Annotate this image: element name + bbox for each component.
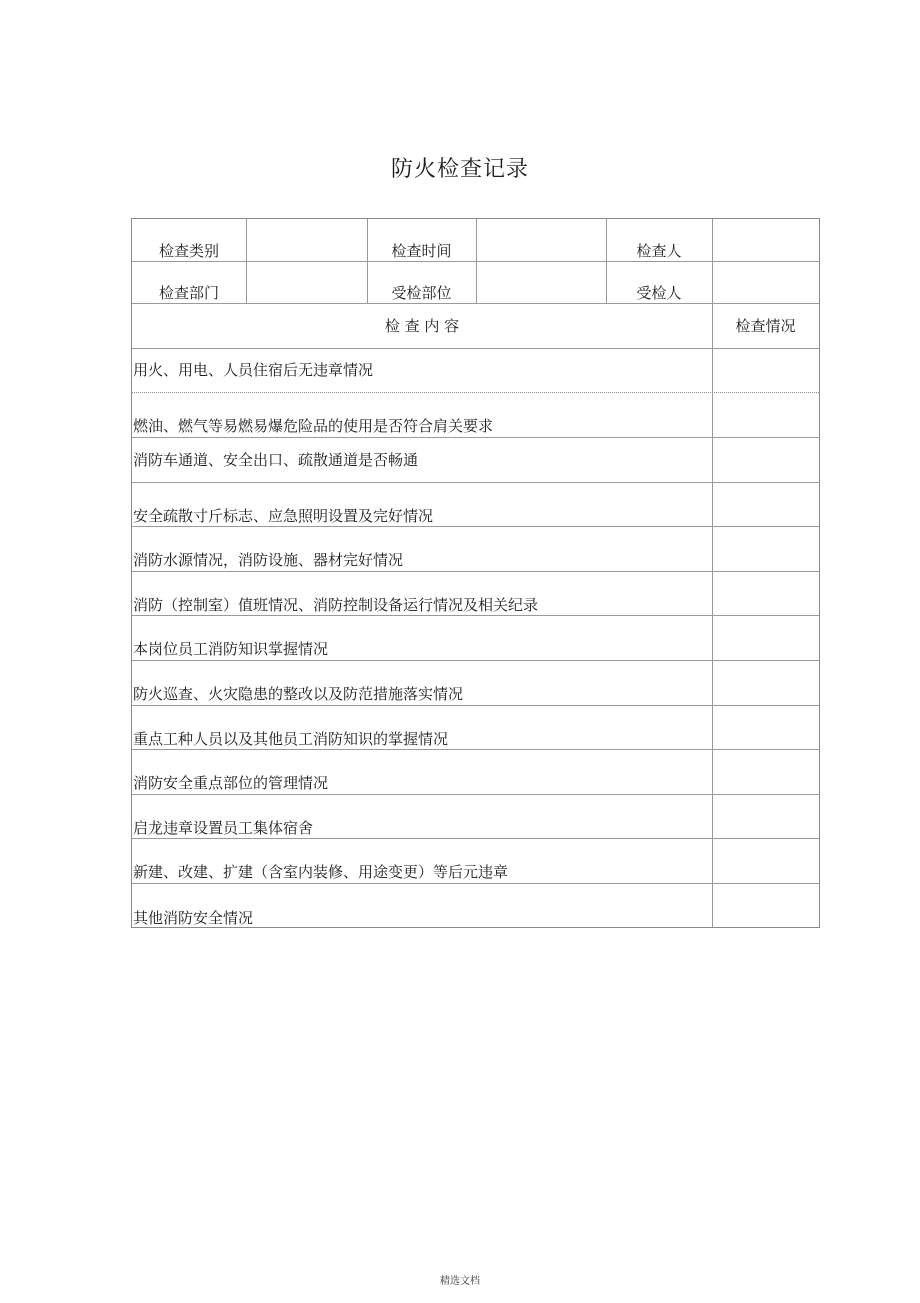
row-divider bbox=[132, 615, 819, 616]
inspectee-label: 受检人 bbox=[636, 284, 682, 302]
inspection-table bbox=[131, 218, 820, 928]
row-divider bbox=[132, 526, 819, 527]
page-title: 防火检查记录 bbox=[390, 157, 529, 182]
row-divider bbox=[132, 794, 819, 795]
row-divider bbox=[132, 571, 819, 572]
checklist-item: 其他消防安全情况 bbox=[133, 909, 254, 927]
category-label: 检查类别 bbox=[158, 242, 219, 260]
checklist-item: 启龙违章设置员工集体宿舍 bbox=[133, 819, 314, 837]
row-divider bbox=[132, 392, 819, 393]
time-label: 检查时间 bbox=[391, 242, 452, 260]
row-divider bbox=[132, 883, 819, 884]
row-divider bbox=[132, 749, 819, 750]
checklist-item: 重点工种人员以及其他员工消防知识的掌握情况 bbox=[133, 730, 449, 748]
row-divider bbox=[132, 838, 819, 839]
row-divider bbox=[132, 303, 819, 304]
row-divider bbox=[132, 705, 819, 706]
checklist-item: 消防水源情况，消防设施、器材完好情况 bbox=[133, 551, 404, 569]
row-divider bbox=[132, 348, 819, 349]
checklist-item: 新建、改建、扩建（含室内装修、用途变更）等后元违章 bbox=[133, 863, 509, 881]
inspector-label: 检查人 bbox=[636, 242, 682, 260]
checklist-item: 防火巡查、火灾隐患的整改以及防范措施落实情况 bbox=[133, 685, 464, 703]
checklist-item: 用火、用电、人员住宿后无违章情况 bbox=[133, 361, 374, 379]
checklist-item: 本岗位员工消防知识掌握情况 bbox=[133, 640, 329, 658]
row-divider bbox=[132, 660, 819, 661]
status-column-header: 检查情况 bbox=[735, 317, 796, 335]
inspected-area-label: 受检部位 bbox=[391, 284, 452, 302]
column-divider bbox=[476, 219, 477, 303]
column-divider bbox=[246, 219, 247, 303]
row-divider bbox=[132, 437, 819, 438]
checklist-item: 安全疏散寸斤标志、应急照明设置及完好情况 bbox=[133, 507, 434, 525]
row-divider bbox=[132, 482, 819, 483]
checklist-item: 消防车通道、安全出口、疏散通道是否畅通 bbox=[133, 451, 419, 469]
checklist-item: 燃油、燃气等易燃易爆危险品的使用是否符合肩关要求 bbox=[133, 417, 494, 435]
checklist-item: 消防（控制室）值班情况、消防控制设备运行情况及相关纪录 bbox=[133, 596, 539, 614]
department-label: 检查部门 bbox=[158, 284, 219, 302]
page-footer: 精选文档 bbox=[440, 1276, 480, 1287]
checklist-item: 消防安全重点部位的管理情况 bbox=[133, 774, 329, 792]
content-column-header: 检 查 内 容 bbox=[384, 317, 460, 335]
